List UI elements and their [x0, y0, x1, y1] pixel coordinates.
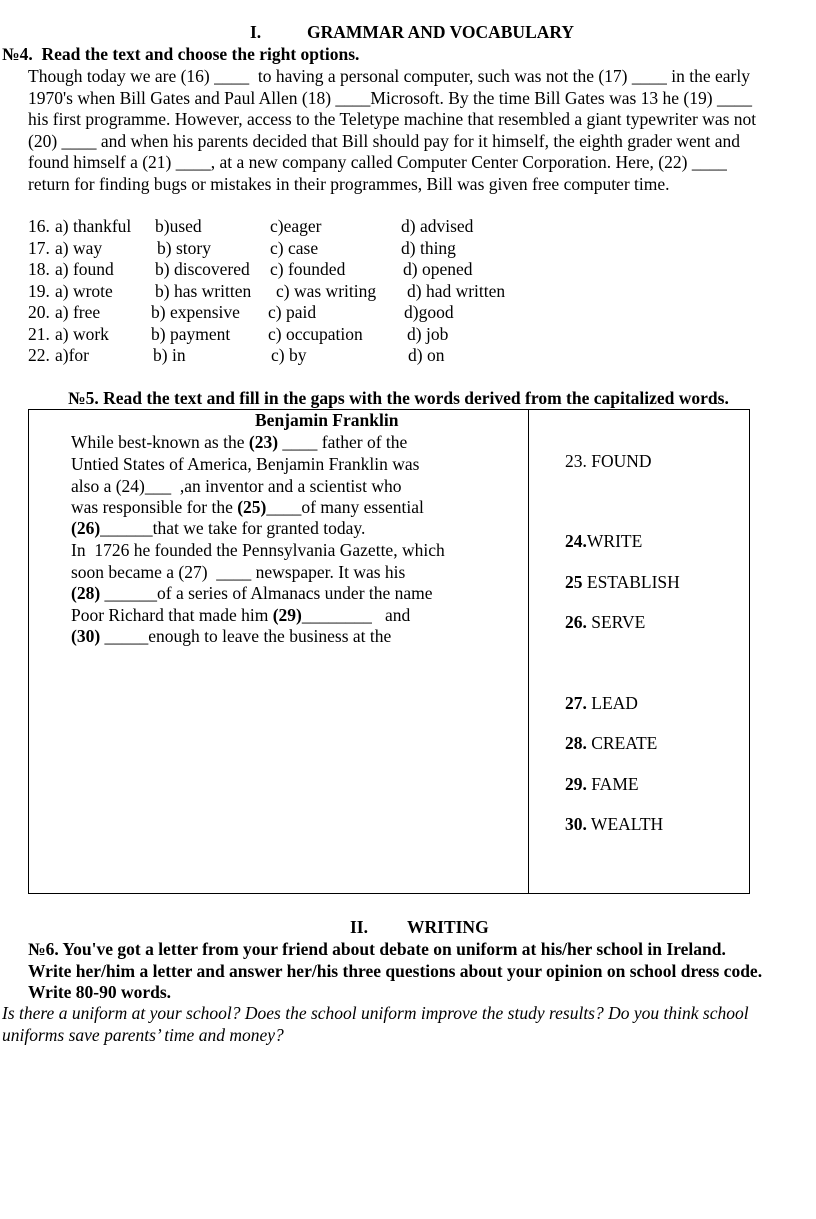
option-b: b)used [155, 216, 202, 236]
word-item [565, 814, 663, 836]
option-a: a) free [55, 302, 101, 322]
task5-line: Untied States of America, Benjamin Franklin was [71, 454, 420, 474]
task5-heading: №5. Read the text and fill in the gaps with the words derived from the capitalized words. [68, 388, 729, 408]
option-b: b) payment [151, 323, 231, 344]
option-d: d) thing [401, 237, 456, 258]
task5-title: Benjamin Franklin [255, 410, 399, 430]
task5-line [71, 626, 391, 648]
option-num: 17. [28, 237, 50, 258]
word-number: 27. [565, 693, 587, 713]
option-c: c) case [270, 237, 319, 258]
section2-numeral: II. [350, 917, 368, 937]
gap-number: (30) [71, 626, 101, 646]
task5-line [71, 432, 407, 454]
option-b: b) in [153, 345, 186, 365]
word-item [565, 774, 639, 796]
task5-line [71, 605, 410, 627]
option-b: b) discovered [155, 259, 250, 279]
word-text: LEAD [586, 693, 638, 713]
option-num: 21. [28, 323, 50, 344]
word-text: FOUND [586, 451, 652, 471]
word-number: 23. [565, 451, 587, 471]
option-d: d) opened [403, 259, 473, 279]
option-d: d) advised [401, 216, 474, 236]
section2-title: WRITING [407, 917, 489, 937]
gap-number: (26) [71, 518, 101, 538]
word-number: 24. [565, 531, 587, 551]
word-item [565, 733, 657, 755]
option-a: a)for [55, 345, 90, 365]
task5-line: soon became a (27) ____ newspaper. It was his [71, 562, 406, 582]
option-d: d) had written [407, 280, 506, 301]
option-a: a) way [55, 237, 103, 258]
option-num: 16. [28, 216, 50, 236]
option-c: c) founded [270, 259, 346, 279]
task5-table-divider [528, 409, 529, 894]
task4-line: Though today we are (16) ____ to having a personal computer, such was not the (17) ____ in the early [28, 66, 750, 86]
task5-line: also a (24)___ ,an inventor and a scientist who [71, 476, 402, 496]
option-a: a) thankful [55, 216, 132, 236]
task6-questions: Is there a uniform at your school? Does the school uniform improve the study results? Do you think school [2, 1003, 749, 1023]
section1-title: GRAMMAR AND VOCABULARY [307, 22, 575, 42]
task4-line: return for finding bugs or mistakes in their programmes, Bill was given free computer time. [28, 173, 670, 194]
word-item [565, 572, 680, 594]
task5-line [71, 497, 424, 519]
task6-line: Write her/him a letter and answer her/his three questions about your opinion on school dress code. [28, 960, 763, 981]
task6-line: №6. You've got a letter from your friend about debate on uniform at his/her school in Ireland. [28, 939, 726, 959]
option-b: b) has written [155, 280, 252, 301]
text-span: ______that we take for granted today. [100, 518, 366, 538]
word-number: 28. [565, 733, 587, 753]
option-c: c) by [271, 345, 307, 365]
gap-number: (23) [248, 432, 279, 452]
text-span: _____enough to leave the business at the [100, 626, 392, 646]
option-c: c) was writing [276, 280, 377, 301]
word-text: WRITE [586, 531, 643, 551]
word-text: SERVE [586, 612, 646, 632]
option-num: 19. [28, 280, 50, 301]
word-number: 29. [565, 774, 587, 794]
task4-line: (20) ____ and when his parents decided that Bill should pay for it himself, the eighth grader went and [28, 130, 740, 151]
gap-number: (28) [71, 583, 101, 603]
word-number: 26. [565, 612, 587, 632]
word-text: CREATE [586, 733, 658, 753]
option-num: 18. [28, 259, 50, 279]
gap-number: (29) [272, 605, 302, 625]
option-b: b) expensive [151, 302, 240, 322]
option-num: 20. [28, 302, 50, 322]
task6-line: Write 80-90 words. [28, 982, 172, 1002]
task5-line [71, 583, 433, 605]
word-number: 25 [565, 572, 583, 592]
task4-heading: №4. Read the text and choose the right options. [2, 44, 360, 64]
word-item [565, 612, 645, 634]
task5-line: In 1726 he founded the Pennsylvania Gazette, which [71, 540, 445, 560]
text-span: was responsible for the [71, 497, 238, 517]
text-span: While best-known as the [71, 432, 249, 452]
task4-line: 1970's when Bill Gates and Paul Allen (18) ____Microsoft. By the time Bill Gates was 13 he (19) ____ [28, 87, 752, 108]
word-text: WEALTH [586, 814, 664, 834]
option-c: c) paid [268, 302, 317, 322]
option-c: c) occupation [268, 323, 363, 344]
option-c: c)eager [270, 216, 322, 236]
text-span: ______of a series of Almanacs under the name [100, 583, 433, 603]
option-b: b) story [157, 237, 211, 258]
option-a: a) wrote [55, 280, 113, 301]
option-a: a) found [55, 259, 114, 279]
option-num: 22. [28, 345, 50, 365]
text-span: ____of many essential [266, 497, 424, 517]
option-d: d)good [404, 302, 454, 322]
task4-line: found himself a (21) ____, at a new company called Computer Center Corporation. Here, (22) ____ [28, 152, 727, 172]
option-a: a) work [55, 323, 109, 344]
task5-line [71, 518, 365, 540]
text-span: Poor Richard that made him [71, 605, 273, 625]
word-text: FAME [586, 774, 639, 794]
gap-number: (25) [237, 497, 267, 517]
word-item [565, 451, 652, 473]
word-number: 30. [565, 814, 587, 834]
task6-questions: uniforms save parents’ time and money? [2, 1024, 284, 1045]
word-text: ESTABLISH [582, 572, 680, 592]
option-d: d) on [408, 345, 445, 365]
text-span: ____ father of the [278, 432, 408, 452]
section1-numeral: I. [250, 22, 262, 42]
word-item [565, 531, 642, 553]
word-item [565, 693, 638, 715]
text-span: ________ and [301, 605, 411, 625]
option-d: d) job [407, 323, 449, 344]
task4-line: his first programme. However, access to the Teletype machine that resembled a giant typewriter was not [28, 109, 757, 129]
